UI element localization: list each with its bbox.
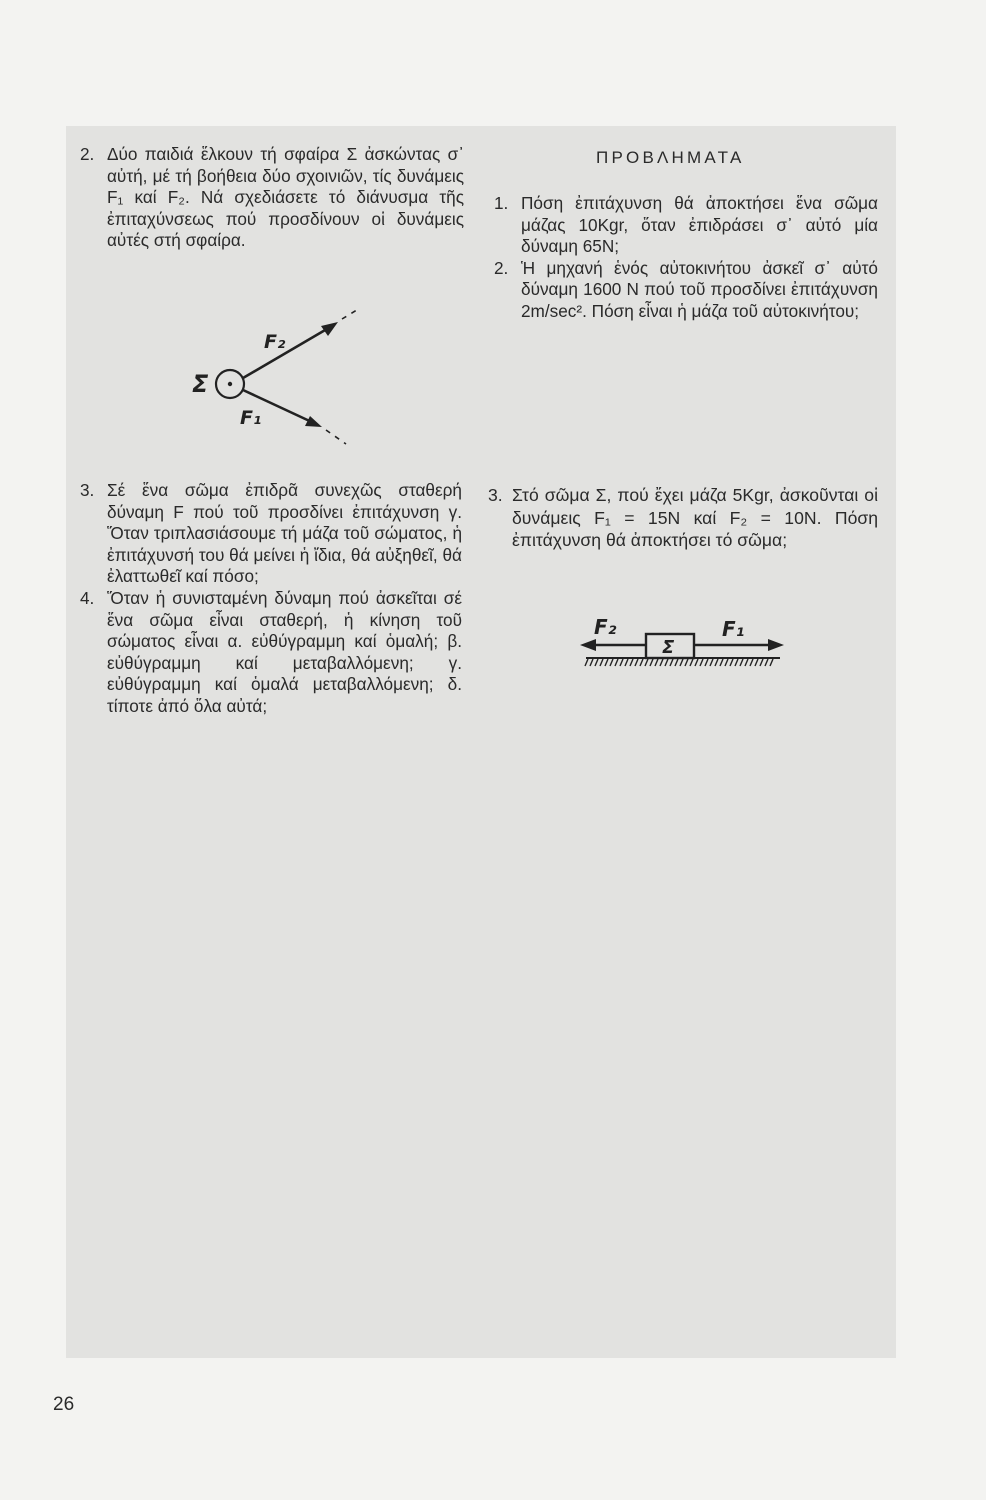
hatch-stroke	[705, 659, 708, 666]
question-2	[80, 144, 464, 252]
problem-2	[494, 258, 878, 323]
hatch-stroke	[710, 659, 713, 666]
right-column-bottom	[488, 484, 878, 552]
sphere-label: Σ	[192, 370, 209, 398]
force-f2-extension	[342, 308, 360, 319]
hatch-stroke	[760, 659, 763, 666]
hatch-stroke	[640, 659, 643, 666]
force-f1-arrowhead	[305, 416, 322, 427]
question-number: 3.	[80, 480, 95, 500]
hatch-stroke	[740, 659, 743, 666]
hatch-stroke	[610, 659, 613, 666]
problem-number: 2.	[494, 257, 509, 278]
hatch-stroke	[605, 659, 608, 666]
hatch-stroke	[770, 659, 773, 666]
problem-text: Στό σῶμα Σ, πού ἔχει μάζα 5Kgr, ἀσκοῦνται οἱ δυνάμεις F₁ = 15N καί F₂ = 10N. Πόση ἐπιτάχυνση θά ἀποκτήσει τό σῶμα;	[512, 485, 878, 551]
hatch-stroke	[660, 659, 663, 666]
hatch-stroke	[715, 659, 718, 666]
problem-number: 3.	[488, 485, 503, 505]
force-f1-label: F₁	[722, 617, 745, 641]
question-number: 2.	[80, 144, 95, 164]
problem-number: 1.	[494, 193, 509, 213]
force-f2-arrowhead	[580, 639, 596, 651]
right-column-top	[494, 193, 878, 323]
hatch-stroke	[590, 659, 593, 666]
ground-hatching	[585, 659, 773, 666]
left-column-bottom	[80, 480, 462, 718]
hatch-stroke	[650, 659, 653, 666]
hatch-stroke	[635, 659, 638, 666]
hatch-stroke	[645, 659, 648, 666]
hatch-stroke	[615, 659, 618, 666]
sphere-center-dot	[228, 382, 232, 386]
hatch-stroke	[695, 659, 698, 666]
force-f1-arrowhead	[768, 639, 784, 651]
force-f2-arrow	[243, 326, 332, 378]
hatch-stroke	[685, 659, 688, 666]
hatch-stroke	[745, 659, 748, 666]
hatch-stroke	[655, 659, 658, 666]
left-column-top	[80, 144, 464, 252]
hatch-stroke	[725, 659, 728, 666]
hatch-stroke	[735, 659, 738, 666]
hatch-stroke	[670, 659, 673, 666]
problem-3	[488, 484, 878, 552]
hatch-stroke	[625, 659, 628, 666]
question-text: Σέ ἕνα σῶμα ἐπιδρᾶ συνεχῶς σταθερή δύναμη F πού τοῦ προσδίνει ἐπιτάχυνση γ. Ὅταν τριπλασιάσουμε τή μάζα τοῦ σώματος, ἡ ἐπιτάχυνσή του θά μείνει ἡ ἴδια, θά αὐξηθεῖ, θά ἐλαττωθεῖ καί πόσο;	[107, 480, 462, 587]
force-f2-arrowhead	[321, 322, 338, 336]
hatch-stroke	[595, 659, 598, 666]
sphere-forces-figure	[180, 300, 370, 460]
hatch-stroke	[675, 659, 678, 666]
hatch-stroke	[730, 659, 733, 666]
force-f1-extension	[326, 430, 346, 444]
hatch-stroke	[665, 659, 668, 666]
question-text: Ὅταν ἡ συνισταμένη δύναμη πού ἀσκεῖται σέ ἕνα σῶμα εἶναι σταθερή, ἡ κίνηση τοῦ σώματος εἶναι α. εὐθύγραμμη καί ὁμαλή; β. εὐθύγραμμη καί μεταβαλλόμενη; γ. εὐθύγραμμη καί ὁμαλά μεταβαλλόμενη; δ. τίποτε ἀπό ὅλα αὐτά;	[107, 587, 462, 716]
hatch-stroke	[600, 659, 603, 666]
block-forces-figure	[576, 610, 796, 680]
hatch-stroke	[620, 659, 623, 666]
hatch-stroke	[630, 659, 633, 666]
question-3	[80, 480, 462, 588]
problem-text: Ἡ μηχανή ἑνός αὐτοκινήτου ἀσκεῖ σ᾽ αὐτό δύναμη 1600 N πού τοῦ προσδίνει ἐπιτάχυνση 2m/sec². Πόση εἶναι ἡ μάζα τοῦ αὐτοκινήτου;	[521, 257, 878, 321]
question-text: Δύο παιδιά ἕλκουν τή σφαίρα Σ ἀσκώντας σ᾽ αὐτή, μέ τή βοήθεια δύο σχοινιῶν, τίς δυνάμεις F₁ καί F₂. Νά σχεδιάσετε τό διάνυσμα τῆς ἐπιταχύνσεως πού προσδίνουν οἱ δυνάμεις αὐτές στή σφαίρα.	[107, 144, 464, 251]
hatch-stroke	[690, 659, 693, 666]
hatch-stroke	[585, 659, 588, 666]
block-label: Σ	[662, 637, 675, 658]
page-number: 26	[53, 1394, 75, 1415]
force-f2-label: F₂	[264, 331, 286, 353]
force-f1-label: F₁	[240, 407, 262, 429]
question-4	[80, 588, 462, 718]
question-number: 4.	[80, 587, 95, 608]
problems-heading: ΠΡΟΒΛΗΜΑΤΑ	[596, 148, 745, 167]
hatch-stroke	[755, 659, 758, 666]
problem-text: Πόση ἐπιτάχυνση θά ἀποκτήσει ἕνα σῶμα μάζας 10Kgr, ὅταν ἐπιδράσει σ᾽ αὐτό μία δύναμη 65N;	[521, 193, 878, 257]
hatch-stroke	[765, 659, 768, 666]
hatch-stroke	[680, 659, 683, 666]
hatch-stroke	[750, 659, 753, 666]
force-f2-label: F₂	[594, 615, 617, 639]
problem-1	[494, 193, 878, 258]
hatch-stroke	[720, 659, 723, 666]
hatch-stroke	[700, 659, 703, 666]
